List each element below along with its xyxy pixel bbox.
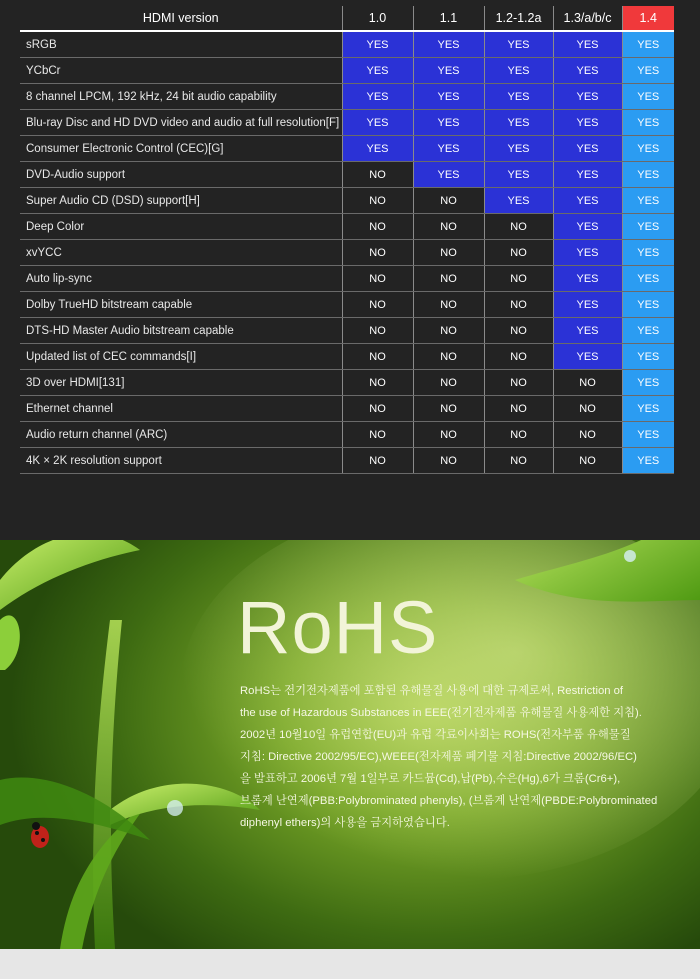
support-cell: NO: [484, 266, 553, 292]
support-cell: YES: [622, 292, 674, 318]
support-cell: NO: [484, 422, 553, 448]
support-cell: YES: [342, 136, 413, 162]
support-cell: NO: [342, 448, 413, 474]
support-cell: YES: [484, 31, 553, 58]
support-cell: YES: [622, 110, 674, 136]
small-left-leaf-icon: [0, 615, 20, 670]
header-hdmi-version: HDMI version: [20, 6, 342, 31]
support-cell: YES: [622, 448, 674, 474]
support-cell: YES: [342, 84, 413, 110]
rohs-line: the use of Hazardous Substances in EEE(전기전자제품 유해물질 사용제한 지침).: [240, 707, 642, 719]
support-cell: YES: [622, 344, 674, 370]
support-cell: YES: [342, 58, 413, 84]
feature-label: DVD-Audio support: [20, 162, 342, 188]
support-cell: NO: [413, 396, 484, 422]
support-cell: NO: [553, 448, 622, 474]
header-version-1-0: 1.0: [342, 6, 413, 31]
table-row: [20, 110, 674, 136]
rohs-description: [240, 680, 680, 834]
feature-label: Ethernet channel: [20, 396, 342, 422]
support-cell: NO: [413, 448, 484, 474]
header-version-1-4: 1.4: [622, 6, 674, 31]
support-cell: NO: [413, 422, 484, 448]
support-cell: NO: [342, 396, 413, 422]
support-cell: NO: [553, 396, 622, 422]
ladybug-icon: [31, 822, 49, 848]
table-row: [20, 344, 674, 370]
support-cell: YES: [622, 266, 674, 292]
support-cell: NO: [484, 214, 553, 240]
support-cell: YES: [342, 31, 413, 58]
support-cell: YES: [622, 31, 674, 58]
support-cell: NO: [342, 370, 413, 396]
support-cell: NO: [484, 448, 553, 474]
table-row: [20, 370, 674, 396]
rohs-line: diphenyl ethers)의 사용을 금지하였습니다.: [240, 817, 450, 829]
table-row: [20, 396, 674, 422]
support-cell: NO: [342, 292, 413, 318]
support-cell: YES: [413, 31, 484, 58]
table-row: [20, 318, 674, 344]
support-cell: NO: [342, 240, 413, 266]
support-cell: YES: [553, 240, 622, 266]
support-cell: NO: [413, 266, 484, 292]
header-version-1-3: 1.3/a/b/c: [553, 6, 622, 31]
support-cell: NO: [484, 396, 553, 422]
support-cell: YES: [553, 188, 622, 214]
support-cell: YES: [622, 58, 674, 84]
support-cell: YES: [484, 84, 553, 110]
table-row: [20, 84, 674, 110]
water-droplet-icon: [167, 800, 183, 816]
table-row: [20, 58, 674, 84]
support-cell: NO: [484, 344, 553, 370]
support-cell: YES: [553, 266, 622, 292]
support-cell: NO: [553, 370, 622, 396]
support-cell: YES: [413, 136, 484, 162]
rohs-line: 을 발표하고 2006년 7월 1일부로 카드뮴(Cd),납(Pb),수은(Hg),6가 크롬(Cr6+),: [240, 773, 621, 785]
support-cell: YES: [622, 214, 674, 240]
support-cell: NO: [484, 370, 553, 396]
support-cell: YES: [553, 58, 622, 84]
support-cell: NO: [413, 370, 484, 396]
feature-label: Dolby TrueHD bitstream capable: [20, 292, 342, 318]
feature-label: DTS-HD Master Audio bitstream capable: [20, 318, 342, 344]
feature-label: Consumer Electronic Control (CEC)[G]: [20, 136, 342, 162]
support-cell: YES: [484, 162, 553, 188]
feature-label: Deep Color: [20, 214, 342, 240]
support-cell: NO: [413, 344, 484, 370]
rohs-line: 브롬계 난연제(PBB:Polybrominated phenyls), (브롬계 난연제(PBDE:Polybrominated: [240, 795, 658, 807]
support-cell: YES: [413, 84, 484, 110]
support-cell: NO: [484, 292, 553, 318]
support-cell: YES: [553, 84, 622, 110]
feature-label: Updated list of CEC commands[I]: [20, 344, 342, 370]
feature-label: Blu-ray Disc and HD DVD video and audio at full resolution[F]: [20, 110, 342, 136]
table-row: [20, 162, 674, 188]
feature-label: Auto lip-sync: [20, 266, 342, 292]
feature-label: Super Audio CD (DSD) support[H]: [20, 188, 342, 214]
table-row: [20, 422, 674, 448]
support-cell: YES: [622, 188, 674, 214]
support-cell: NO: [484, 318, 553, 344]
support-cell: YES: [622, 84, 674, 110]
footer-strip: [0, 949, 700, 979]
feature-label: 4K × 2K resolution support: [20, 448, 342, 474]
water-droplet-icon: [624, 550, 636, 562]
support-cell: YES: [622, 162, 674, 188]
table-row: [20, 266, 674, 292]
support-cell: YES: [553, 344, 622, 370]
feature-label: sRGB: [20, 31, 342, 58]
support-cell: YES: [484, 110, 553, 136]
support-cell: NO: [484, 240, 553, 266]
hdmi-comparison-table: [20, 6, 674, 474]
feature-label: xvYCC: [20, 240, 342, 266]
table-row: [20, 448, 674, 474]
feature-label: Audio return channel (ARC): [20, 422, 342, 448]
rohs-title: RoHS: [237, 586, 439, 669]
table-row: [20, 31, 674, 58]
support-cell: NO: [342, 266, 413, 292]
support-cell: YES: [484, 188, 553, 214]
support-cell: NO: [413, 240, 484, 266]
feature-label: YCbCr: [20, 58, 342, 84]
table-header-row: [20, 6, 674, 31]
support-cell: NO: [342, 344, 413, 370]
support-cell: YES: [553, 162, 622, 188]
support-cell: NO: [413, 292, 484, 318]
support-cell: NO: [413, 188, 484, 214]
support-cell: NO: [342, 162, 413, 188]
table-row: [20, 188, 674, 214]
support-cell: NO: [413, 318, 484, 344]
header-version-1-1: 1.1: [413, 6, 484, 31]
support-cell: YES: [553, 318, 622, 344]
support-cell: YES: [484, 58, 553, 84]
feature-label: 8 channel LPCM, 192 kHz, 24 bit audio capability: [20, 84, 342, 110]
support-cell: YES: [622, 136, 674, 162]
table-row: [20, 136, 674, 162]
support-cell: YES: [553, 110, 622, 136]
support-cell: YES: [622, 396, 674, 422]
table-row: [20, 240, 674, 266]
support-cell: NO: [553, 422, 622, 448]
plant-stem-icon: [93, 620, 122, 949]
support-cell: YES: [484, 136, 553, 162]
rohs-line: 지침: Directive 2002/95/EC),WEEE(전자제품 폐기물 지침:Directive 2002/96/EC): [240, 751, 637, 763]
rohs-line: 2002년 10월10일 유럽연합(EU)과 유럽 각료이사회는 ROHS(전자부품 유해물질: [240, 729, 631, 741]
support-cell: YES: [622, 370, 674, 396]
support-cell: YES: [622, 422, 674, 448]
support-cell: YES: [553, 136, 622, 162]
header-version-1-2: 1.2-1.2a: [484, 6, 553, 31]
support-cell: YES: [553, 31, 622, 58]
support-cell: NO: [413, 214, 484, 240]
table-row: [20, 214, 674, 240]
support-cell: YES: [413, 58, 484, 84]
support-cell: YES: [413, 110, 484, 136]
rohs-line: RoHS는 전기전자제품에 포함된 유해물질 사용에 대한 규제로써, Restriction of: [240, 685, 624, 697]
table-row: [20, 292, 674, 318]
support-cell: YES: [553, 214, 622, 240]
support-cell: YES: [413, 162, 484, 188]
support-cell: NO: [342, 188, 413, 214]
support-cell: NO: [342, 214, 413, 240]
support-cell: NO: [342, 318, 413, 344]
support-cell: YES: [342, 110, 413, 136]
support-cell: NO: [342, 422, 413, 448]
top-left-leaf-icon: [0, 540, 140, 610]
support-cell: YES: [622, 318, 674, 344]
support-cell: YES: [553, 292, 622, 318]
support-cell: YES: [622, 240, 674, 266]
feature-label: 3D over HDMI[131]: [20, 370, 342, 396]
